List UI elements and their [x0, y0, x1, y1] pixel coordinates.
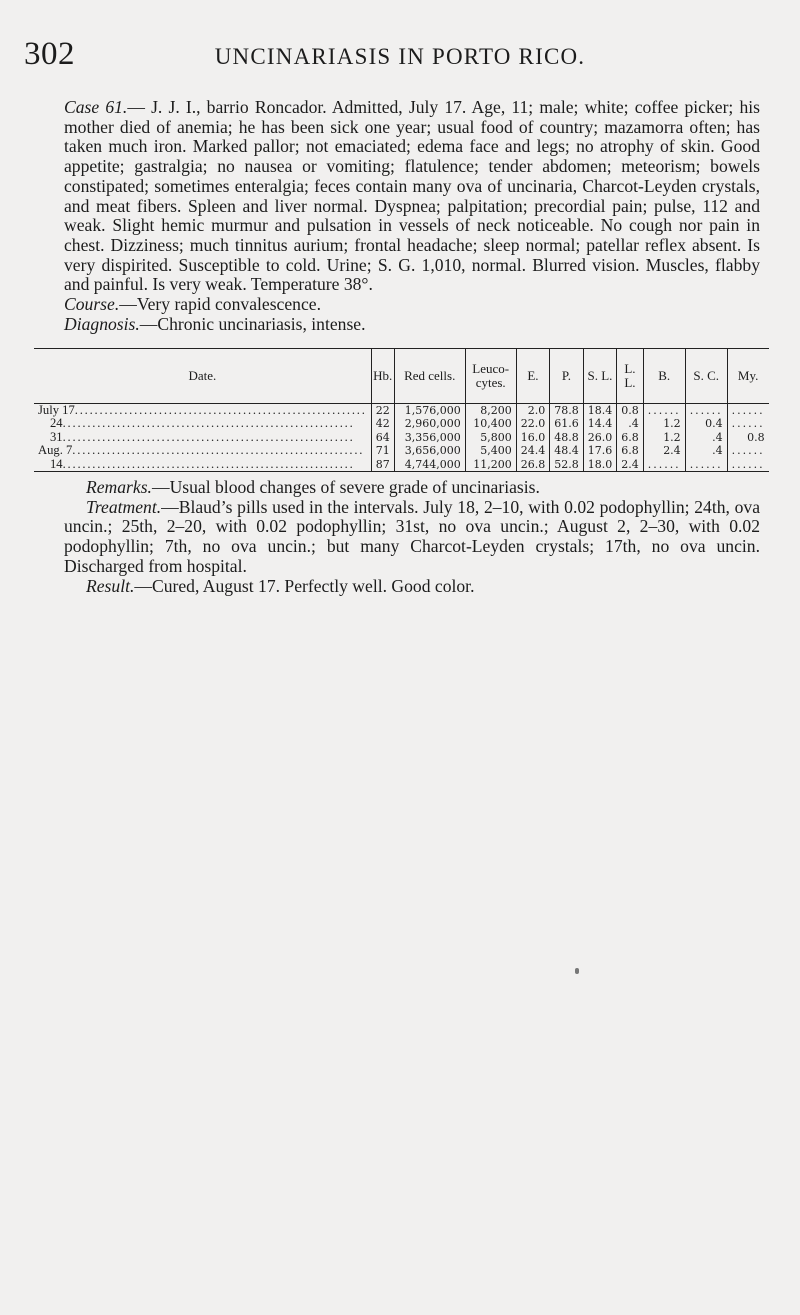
case-remarks — [64, 478, 760, 596]
table-body — [34, 404, 769, 472]
result-label: Result. — [86, 575, 135, 596]
course-paragraph — [64, 295, 760, 315]
b-cell-empty: ...... — [647, 404, 681, 417]
my-cell-empty: ...... — [731, 457, 765, 471]
ll-cell: 6.8 — [621, 430, 639, 444]
hb-cell: 71 — [375, 444, 390, 458]
blood-count-table — [34, 348, 766, 472]
paper-speck — [575, 968, 579, 974]
e-cell: 2.0 — [527, 404, 546, 417]
sc-column — [685, 404, 727, 472]
sl-column — [583, 404, 617, 472]
b-cell: 1.2 — [663, 430, 681, 444]
p-cell: 61.6 — [554, 417, 579, 431]
col-header-p: P. — [550, 349, 584, 404]
p-cell: 48.8 — [554, 430, 579, 444]
date-cell: July 17 ........................................................... — [38, 403, 367, 417]
b-cell: 1.2 — [663, 417, 681, 431]
leucocytes-cell: 8,200 — [480, 404, 512, 417]
col-header-leucocytes-label: Leuco-cytes. — [472, 361, 510, 390]
sl-cell: 26.0 — [587, 430, 613, 444]
e-cell: 26.8 — [520, 457, 546, 471]
p-cell: 48.4 — [554, 444, 579, 458]
result-text: —Cured, August 17. Perfectly well. Good color. — [134, 575, 475, 596]
leucocytes-cell: 5,800 — [480, 430, 512, 444]
ll-cell: 6.8 — [621, 444, 639, 458]
col-header-red-cells: Red cells. — [394, 349, 465, 404]
case-description — [64, 98, 760, 334]
red-cells-cell: 3,656,000 — [404, 444, 461, 458]
sc-cell: .4 — [712, 430, 723, 444]
result-paragraph — [64, 577, 760, 597]
date-cell: 31 ........................................................... — [50, 429, 355, 444]
col-header-sl: S. L. — [583, 349, 617, 404]
ll-cell: 2.4 — [621, 457, 639, 471]
b-cell-empty: ...... — [647, 457, 681, 471]
red-cells-column — [394, 404, 465, 472]
treatment-label: Treatment. — [86, 496, 162, 517]
ll-cell: .4 — [628, 417, 639, 431]
e-column — [516, 404, 550, 472]
hb-cell: 64 — [375, 430, 390, 444]
running-head: UNCINARIASIS IN PORTO RICO. — [214, 44, 586, 69]
my-cell: 0.8 — [747, 430, 765, 444]
hb-cell: 22 — [375, 404, 390, 417]
date-cell: 24 ........................................................... — [50, 416, 355, 431]
col-header-date: Date. — [34, 349, 371, 404]
b-cell: 2.4 — [663, 444, 681, 458]
col-header-sc: S. C. — [685, 349, 727, 404]
my-column — [727, 404, 768, 472]
leucocytes-cell: 10,400 — [473, 417, 512, 431]
col-header-b: B. — [643, 349, 685, 404]
date-cell: 14 ........................................................... — [50, 456, 355, 471]
course-label: Course. — [64, 294, 120, 315]
my-cell-empty: ...... — [731, 417, 765, 431]
sc-cell: 0.4 — [705, 417, 723, 431]
leucocytes-column — [465, 404, 516, 472]
col-header-leucocytes — [465, 349, 516, 404]
col-header-my: My. — [727, 349, 768, 404]
case-paragraph — [64, 98, 760, 295]
red-cells-cell: 3,356,000 — [404, 430, 461, 444]
hb-cell: 87 — [375, 457, 390, 471]
leucocytes-cell: 11,200 — [473, 457, 512, 471]
red-cells-cell: 4,744,000 — [404, 457, 461, 471]
date-cell: Aug. 7 ........................................................... — [38, 443, 365, 458]
red-cells-cell: 1,576,000 — [404, 404, 461, 417]
col-header-hb: Hb. — [371, 349, 394, 404]
b-column — [643, 404, 685, 472]
sc-cell: .4 — [712, 444, 723, 458]
p-cell: 52.8 — [554, 457, 579, 471]
remarks-text: —Usual blood changes of severe grade of uncinariasis. — [151, 477, 540, 497]
course-text: —Very rapid convalescence. — [119, 294, 321, 315]
treatment-text: —Blaud’s pills used in the intervals. July 18, 2–10, with 0.02 podophyllin; 24th, ova uncin.; 25th, 2–20, with 0.02 podophyllin; 31st, no ova uncin.; August 2, 2–30, with 0.02 podophyllin; 7th, no ova uncin.; but many Charcot-Leyden crystals; 17th, no ova uncin. Discharged from hospital. — [64, 496, 760, 576]
p-column — [550, 404, 584, 472]
col-header-ll: L. L. — [617, 349, 644, 404]
sl-cell: 14.4 — [587, 417, 613, 431]
hb-column — [371, 404, 394, 472]
ll-column — [617, 404, 644, 472]
case-label: Case 61. — [64, 97, 128, 117]
sl-cell: 17.6 — [587, 444, 613, 458]
diagnosis-text: —Chronic uncinariasis, intense. — [139, 313, 366, 334]
red-cells-cell: 2,960,000 — [404, 417, 461, 431]
sl-cell: 18.0 — [587, 457, 613, 471]
page-number: 302 — [24, 36, 75, 72]
page-header — [24, 36, 776, 80]
col-header-e: E. — [516, 349, 550, 404]
leucocytes-cell: 5,400 — [480, 444, 512, 458]
sc-cell-empty: ...... — [689, 457, 723, 471]
sl-cell: 18.4 — [587, 404, 613, 417]
date-column — [34, 404, 371, 472]
diagnosis-paragraph — [64, 315, 760, 335]
remarks-paragraph — [64, 478, 760, 498]
hb-cell: 42 — [375, 417, 390, 431]
p-cell: 78.8 — [554, 404, 579, 417]
remarks-label: Remarks. — [86, 477, 152, 497]
case-text: — J. J. I., barrio Roncador. Admitted, July 17. Age, 11; male; white; coffee picker; his mother died of anemia; he has been sick one year; usual food of country; mazamorra often; has taken much iron. Marked pallor; not emaciated; edema face and legs; no atrophy of skin. Good appetite; gastralgia; no nausea or vomiting; flatulence; tender abdomen; meteorism; bowels constipated; sometimes enteralgia; feces contain many ova of uncinaria, Charcot-Leyden crystals, and meat fibers. Spleen and liver normal. Dyspnea; palpitation; precordial pain; pulse, 112 and weak. Slight hemic murmur and pulsation in vessels of neck noticeable. No cough nor pain in chest. Dizziness; much tinnitus aurium; frontal headache; sleep normal; patellar reflex absent. Is very dispirited. Susceptible to cold. Urine; S. G. 1,010, normal. Blurred vision. Muscles, flabby and painful. Is very weak. Temperature 38°. — [64, 97, 761, 295]
my-cell-empty: ...... — [731, 444, 765, 458]
e-cell: 24.4 — [520, 444, 546, 458]
treatment-paragraph — [64, 498, 760, 577]
sc-cell-empty: ...... — [689, 404, 723, 417]
my-cell-empty: ...... — [731, 404, 765, 417]
e-cell: 16.0 — [520, 430, 546, 444]
diagnosis-label: Diagnosis. — [64, 313, 140, 334]
e-cell: 22.0 — [520, 417, 546, 431]
ll-cell: 0.8 — [621, 404, 639, 417]
